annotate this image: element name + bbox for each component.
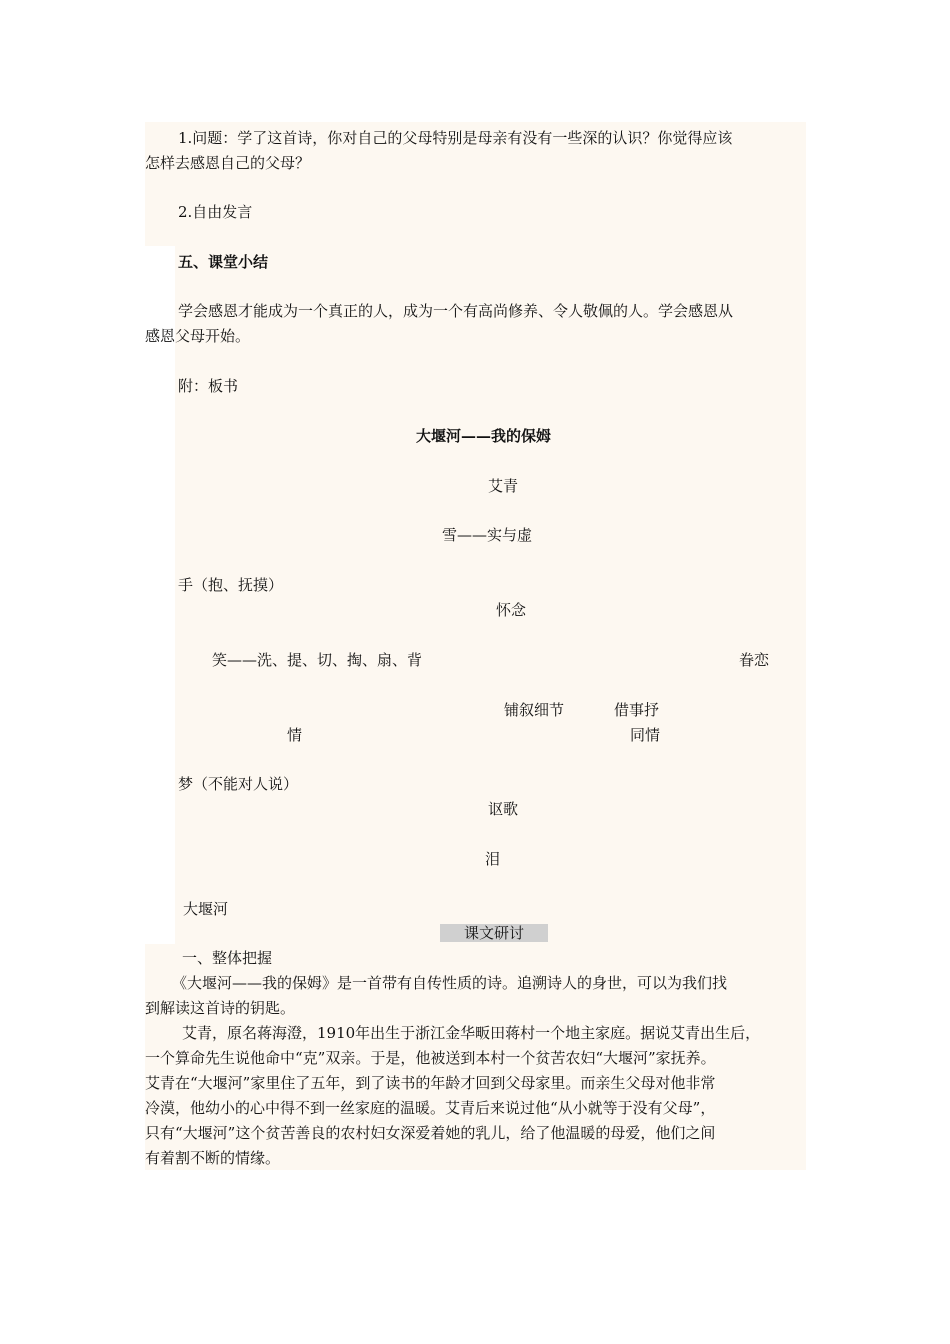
board-attach: 眷恋 bbox=[739, 651, 770, 669]
paragraph-2-line-2: 一个算命先生说他命中“克”双亲。于是，他被送到本村一个贫苦农妇“大堰河”家抚养。 bbox=[145, 1049, 716, 1067]
paragraph-1-line-1: 《大堰河——我的保姆》是一首带有自传性质的诗。追溯诗人的身世，可以为我们找 bbox=[172, 974, 728, 992]
board-title: 大堰河——我的保姆 bbox=[416, 427, 552, 445]
board-snow: 雪——实与虚 bbox=[442, 526, 533, 544]
paragraph-2-line-3: 艾青在“大堰河”家里住了五年，到了读书的年龄才回到父母家里。而亲生父母对他非常 bbox=[145, 1074, 716, 1092]
paragraph-2-line-5: 只有“大堰河”这个贫苦善良的农村妇女深爱着她的乳儿，给了他温暖的母爱，他们之间 bbox=[145, 1124, 716, 1142]
board-sympathy: 同情 bbox=[630, 726, 661, 744]
summary-heading: 五、课堂小结 bbox=[178, 253, 269, 271]
board-river: 大堰河 bbox=[183, 900, 229, 918]
paragraph-1-line-2: 到解读这首诗的钥匙。 bbox=[145, 999, 296, 1017]
board-detail: 铺叙细节 bbox=[504, 701, 565, 719]
question-2: 2.自由发言 bbox=[178, 203, 253, 221]
board-ode: 讴歌 bbox=[488, 800, 519, 818]
overview-heading: 一、整体把握 bbox=[182, 949, 273, 967]
board-miss: 怀念 bbox=[496, 601, 527, 619]
paragraph-2-line-1: 艾青，原名蒋海澄，1910年出生于浙江金华畈田蒋村一个地主家庭。据说艾青出生后， bbox=[182, 1024, 761, 1042]
board-label: 附：板书 bbox=[178, 377, 239, 395]
summary-line-2: 感恩父母开始。 bbox=[145, 327, 251, 345]
board-author: 艾青 bbox=[488, 477, 519, 495]
question-1-line-1: 1.问题：学了这首诗，你对自己的父母特别是母亲有没有一些深的认识？你觉得应该 bbox=[178, 129, 733, 147]
summary-line-1: 学会感恩才能成为一个真正的人，成为一个有高尚修养、令人敬佩的人。学会感恩从 bbox=[178, 302, 734, 320]
board-qing: 情 bbox=[287, 726, 303, 744]
text-background-main bbox=[175, 245, 806, 945]
board-tears: 泪 bbox=[485, 850, 501, 868]
question-1-line-2: 怎样去感恩自己的父母？ bbox=[145, 154, 311, 172]
section-title-bar: 课文研讨 bbox=[440, 924, 548, 942]
board-smile: 笑——洗、提、切、掏、扇、背 bbox=[212, 651, 423, 669]
board-borrow: 借事抒 bbox=[614, 701, 660, 719]
board-dream: 梦（不能对人说） bbox=[178, 775, 299, 793]
board-hand: 手（抱、抚摸） bbox=[178, 576, 284, 594]
paragraph-2-line-6: 有着割不断的情缘。 bbox=[145, 1149, 281, 1167]
paragraph-2-line-4: 冷漠，他幼小的心中得不到一丝家庭的温暖。艾青后来说过他“从小就等于没有父母”， bbox=[145, 1099, 716, 1117]
